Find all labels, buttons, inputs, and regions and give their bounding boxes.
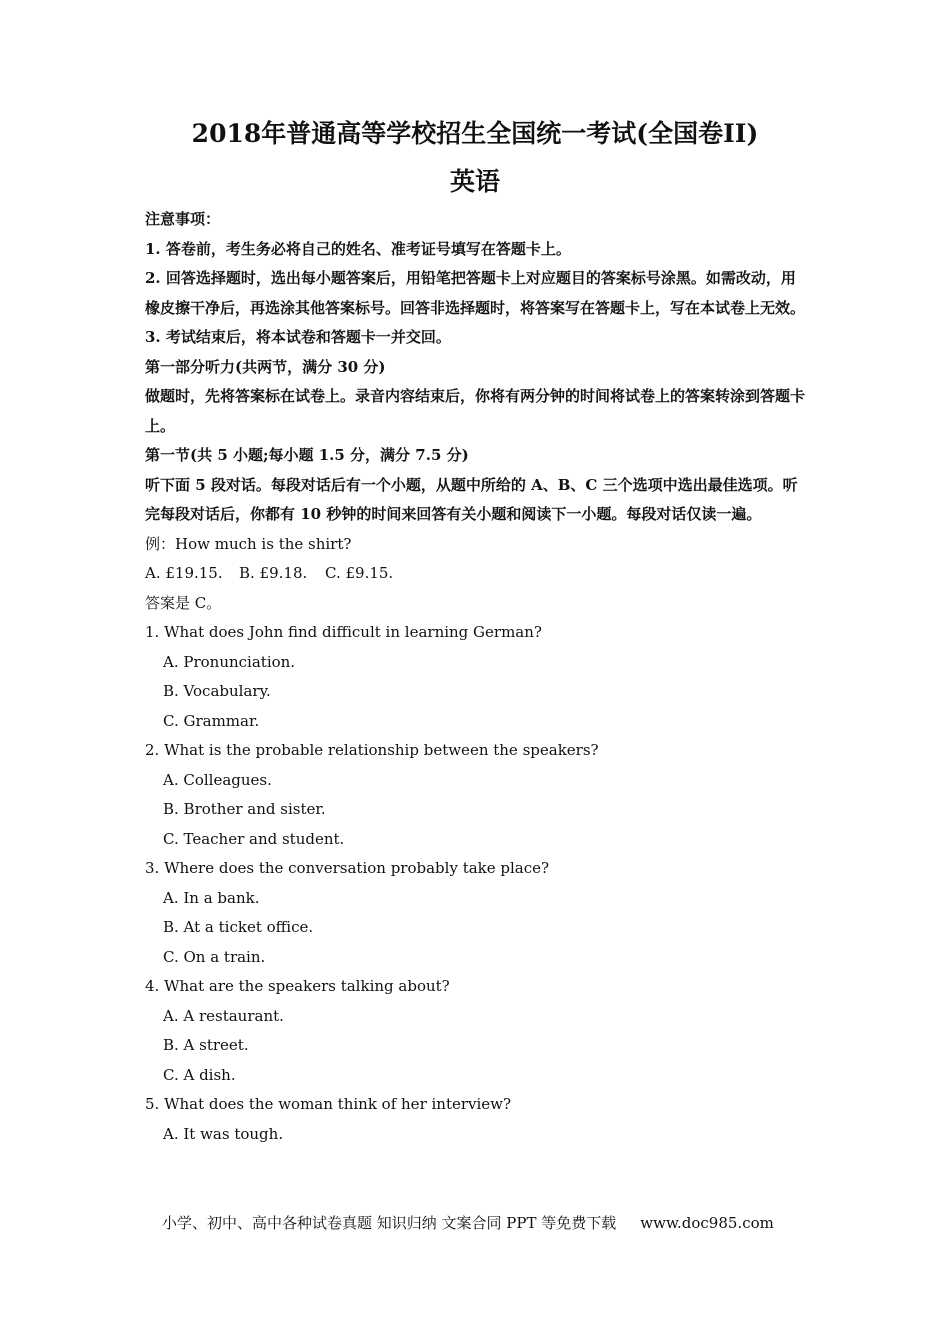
example-answer: 答案是 C。 — [145, 593, 222, 612]
question-2-option-b: B. Brother and sister. — [163, 800, 326, 818]
question-4-option-b: B. A street. — [163, 1036, 249, 1054]
subject-title: 英语 — [449, 167, 500, 196]
question-5-option-a: A. It was tough. — [163, 1124, 284, 1143]
section1-instruction: 听下面 5 段对话。每段对话后有一个小题，从题中所给的 A、B、C 三个选项中选出最佳选项。听完每段对话后，你都有 10 秒钟的时间来回答有关小题和阅读下一小题。每段对话仅读一遍。 — [145, 475, 798, 523]
notice-item-2: 2. 回答选择题时，选出每小题答案后，用铅笔把答题卡上对应题目的答案标号涂黑。如需改动，用橡皮擦干净后，再选涂其他答案标号。回答非选择题时，将答案写在答题卡上，写在本试卷上无效。 — [145, 269, 806, 317]
question-1-option-b: B. Vocabulary. — [163, 682, 271, 700]
question-3-option-a: A. In a bank. — [163, 888, 260, 907]
question-4-option-a: A. A restaurant. — [163, 1006, 284, 1025]
footer-text: 小学、初中、高中各种试卷真题 知识归纳 文案合同 PPT 等免费下载 — [162, 1214, 617, 1232]
notice-item-1: 1. 答卷前，考生务必将自己的姓名、准考证号填写在答题卡上。 — [145, 239, 571, 258]
question-3-option-b: B. At a ticket office. — [163, 918, 314, 936]
question-4-option-c: C. A dish. — [163, 1065, 236, 1084]
example-options — [145, 559, 810, 589]
question-3: 3. Where does the conversation probably take place? — [145, 859, 550, 877]
page-footer — [162, 1212, 774, 1233]
question-1-option-a: A. Pronunciation. — [163, 652, 296, 671]
exam-title: 2018年普通高等学校招生全国统一考试(全国卷II) — [191, 119, 759, 148]
document-body — [145, 205, 810, 1149]
part1-instruction: 做题时，先将答案标在试卷上。录音内容结束后，你将有两分钟的时间将试卷上的答案转涂到答题卡上。 — [145, 387, 806, 435]
section1-heading: 第一节(共 5 小题;每小题 1.5 分，满分 7.5 分) — [145, 446, 469, 464]
notice-heading: 注意事项： — [145, 210, 221, 228]
question-2-option-a: A. Colleagues. — [163, 770, 272, 789]
notice-item-3: 3. 考试结束后，将本试卷和答题卡一并交回。 — [145, 328, 451, 346]
footer-url: www.doc985.com — [640, 1214, 774, 1232]
question-1: 1. What does John find difficult in learning German? — [145, 623, 542, 641]
example-question: 例：How much is the shirt? — [145, 534, 352, 553]
question-1-option-c: C. Grammar. — [163, 711, 260, 730]
example-option-a: A. £19.15. — [145, 564, 223, 582]
example-option-b: B. £9.18. — [239, 564, 308, 582]
question-3-option-c: C. On a train. — [163, 947, 266, 966]
question-4: 4. What are the speakers talking about? — [145, 977, 450, 995]
example-option-c: C. £9.15. — [325, 564, 394, 582]
question-2: 2. What is the probable relationship between the speakers? — [145, 741, 599, 759]
question-5: 5. What does the woman think of her interview? — [145, 1095, 512, 1113]
part1-heading: 第一部分听力(共两节，满分 30 分) — [145, 357, 386, 376]
question-2-option-c: C. Teacher and student. — [163, 829, 345, 848]
